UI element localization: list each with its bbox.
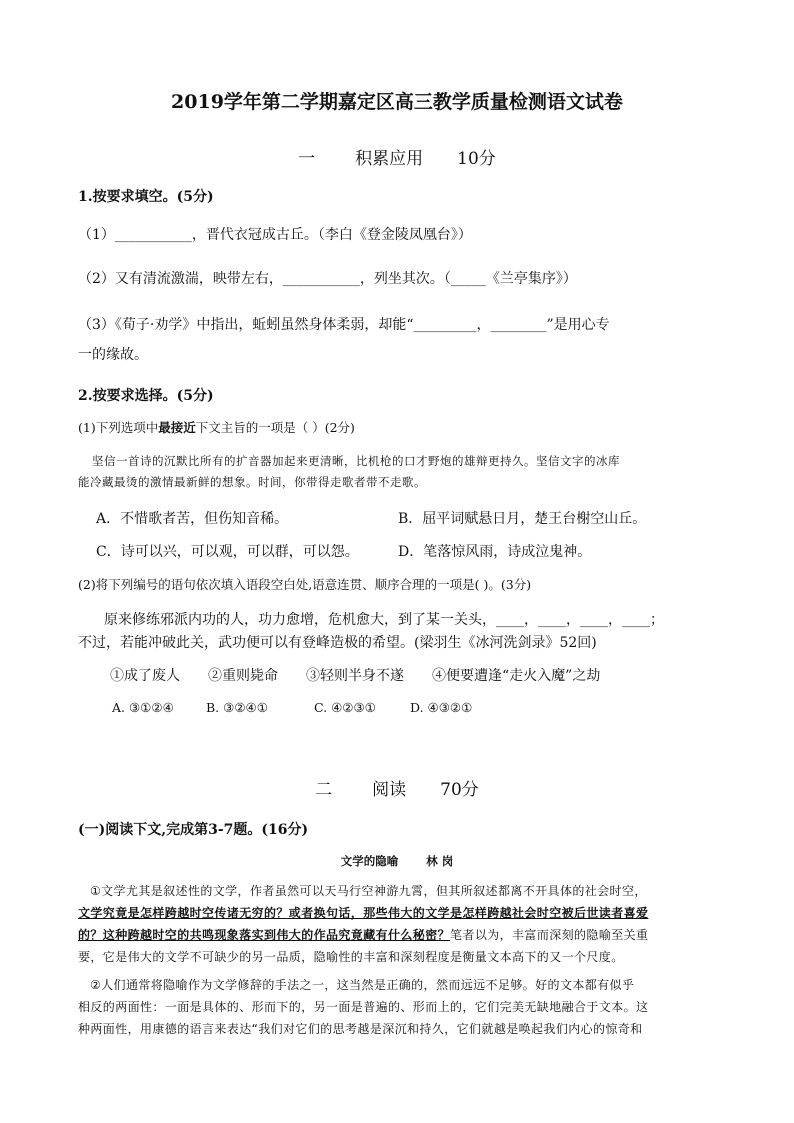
- article-author: 林 岗: [426, 854, 454, 868]
- p1-line-4: 要，它是伟大的文学不可缺少的另一品质，隐喻性的丰富和深刻程度是衡量文本高下的又一个尺度。: [78, 950, 624, 964]
- reading-heading: (一)阅读下文,完成第3-7题。(16分): [78, 822, 309, 838]
- article-paragraph-2: [78, 974, 720, 1040]
- option-d: D．笔落惊风雨，诗成泣鬼神。: [398, 544, 592, 560]
- section-1-heading: [0, 144, 794, 169]
- article-paragraph-1: [78, 880, 720, 968]
- question-1-item-3-line-1: （3）《荀子·劝学》中指出，蚯蚓虽然身体柔弱，却能“_________，________”是用心专: [78, 317, 610, 333]
- sentence-item-2: ②重则毙命: [208, 668, 278, 684]
- section-2-score: 70分: [440, 780, 479, 800]
- sentence-item-4: ④便要遭逢“走火入魔”之劫: [432, 668, 601, 684]
- sentence-item-3: ③轻则半身不遂: [306, 668, 404, 684]
- p2-line-2: 相反的两面性：一面是具体的、形而下的，另一面是普遍的、形而上的，它们完美无缺地融合于文本。这: [78, 1000, 649, 1014]
- section-2-heading: [0, 775, 794, 800]
- question-1-item-2: （2）又有清流激湍，映带左右，___________，列坐其次。（_____《兰亭集序》）: [78, 271, 577, 287]
- p2-line-1: ②人们通常将隐喻作为文学修辞的手法之一，这当然是正确的，然而远远不足够。好的文本都有似乎: [90, 978, 635, 992]
- quote-line-2: 能冷藏最烫的激情最新鲜的想象。时间，你带得走歌者带不走歌。: [78, 475, 426, 489]
- sub-1-prefix: (1)下列选项中: [78, 420, 159, 435]
- question-1-heading: 1.按要求填空。(5分): [78, 189, 214, 205]
- passage-line-2: 不过，若能冲破此关，武功便可以有登峰造极的希望。(梁羽生《冰河洗剑录》52回): [78, 635, 597, 651]
- choice-a: A. ③①②④: [112, 700, 174, 715]
- option-b: B．屈平词赋悬日月，楚王台榭空山丘。: [398, 511, 647, 527]
- section-2-number: 二: [315, 780, 333, 800]
- choice-b: B. ③②④①: [206, 700, 268, 715]
- choice-d: D. ④③②①: [410, 700, 473, 715]
- question-1-item-3-line-2: 一的缘故。: [78, 347, 148, 363]
- quote-line-1: 坚信一首诗的沉默比所有的扩音器加起来更清晰，比机枪的口才野炮的雄辩更持久。坚信文字的冰库: [92, 454, 620, 468]
- question-1-item-1: （1）___________，晋代衣冠成古丘。（李白《登金陵凤凰台》）: [78, 227, 472, 243]
- sub-1-suffix: 下文主旨的一项是（ ）(2分): [195, 420, 355, 435]
- section-1-number: 一: [298, 149, 316, 169]
- section-1-name: 积累应用: [355, 149, 424, 169]
- p2-line-3: 种两面性，用康德的语言来表达“我们对它们的思考越是深沉和持久，它们就越是唤起我们内心的惊奇和: [78, 1022, 643, 1036]
- option-a: A．不惜歌者苦，但伤知音稀。: [96, 511, 289, 527]
- section-1-score: 10分: [457, 149, 496, 169]
- page-title: 2019学年第二学期嘉定区高三教学质量检测语文试卷: [171, 91, 623, 113]
- question-2-sub-1: [78, 418, 355, 436]
- p1-line-3: [78, 924, 720, 946]
- p1-underlined-line-2: 的？这种跨越时空的共鸣现象落实到伟大的作品究竟藏有什么秘密？: [78, 928, 451, 942]
- section-2-name: 阅读: [372, 780, 407, 800]
- sentence-item-1: ①成了废人: [110, 668, 180, 684]
- p1-line-3-tail: 笔者以为，丰富而深刻的隐喻至关重: [450, 928, 649, 942]
- article-title-line: [0, 853, 794, 869]
- sub-1-emphasis: 最接近: [158, 420, 196, 435]
- article-title: 文学的隐喻: [340, 854, 399, 868]
- p1-underlined-line-1: 文学究竟是怎样跨越时空传诸无穷的？或者换句话，那些伟大的文学是怎样跨越社会时空被后世读者喜爱: [78, 906, 649, 920]
- question-2-heading: 2.按要求选择。(5分): [78, 388, 214, 404]
- question-2-sub-2: (2)将下列编号的语句依次填入语段空白处,语意连贯、顺序合理的一项是( )。(3分): [78, 577, 532, 592]
- p1-line-1: ①文学尤其是叙述性的文学，作者虽然可以天马行空神游九霄，但其所叙述都离不开具体的社会时空，: [90, 884, 647, 898]
- option-c: C．诗可以兴，可以观，可以群，可以怨。: [96, 544, 359, 560]
- choice-c: C. ④②③①: [314, 700, 376, 715]
- passage-line-1: 原来修练邪派内功的人，功力愈增，危机愈大，到了某一关头，____，____，____，____；: [104, 612, 664, 628]
